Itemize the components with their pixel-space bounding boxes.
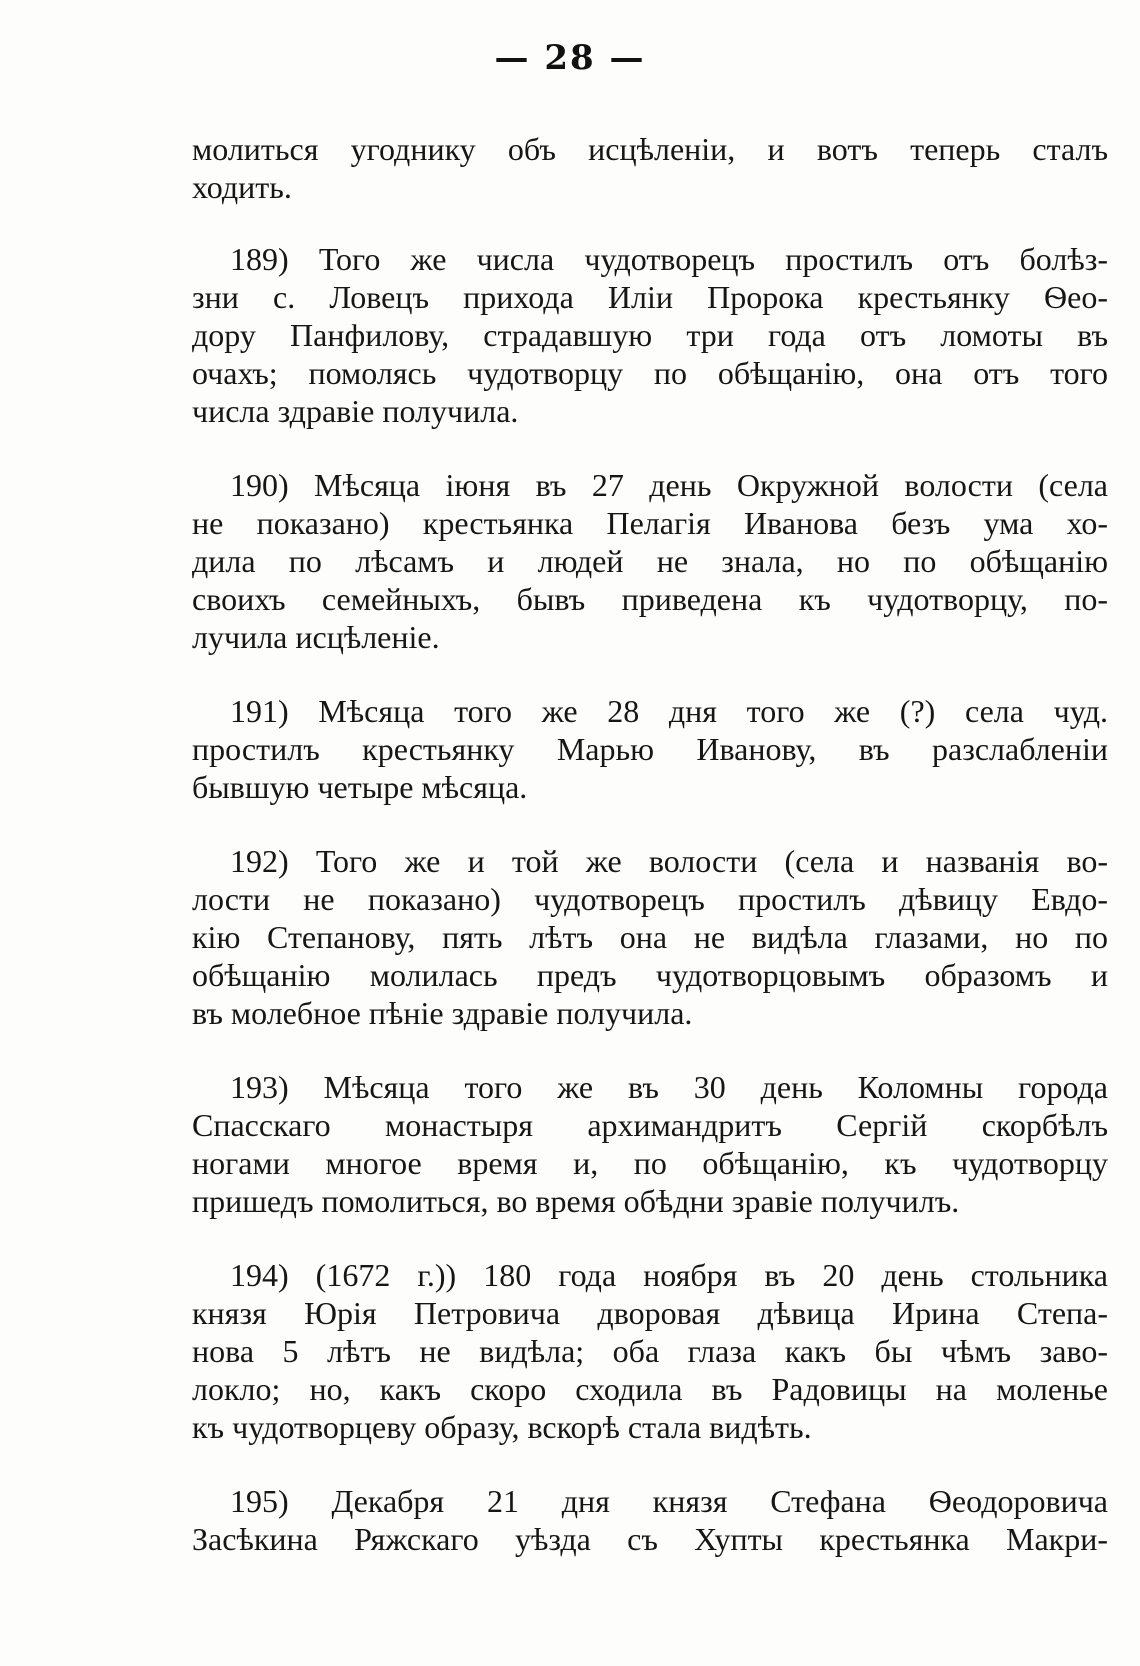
- text-line: дору Панфилову, страдавшую три года отъ ломоты въ: [192, 317, 1108, 353]
- text-line: 195) Декабря 21 дня князя Стефана Ѳеодоровича: [230, 1483, 1108, 1519]
- text-line: князя Юрія Петровича дворовая дѣвица Ирина Степа-: [192, 1295, 1108, 1331]
- text-line: своихъ семейныхъ, бывъ приведена къ чудотворцу, по-: [192, 581, 1108, 617]
- paragraph-192: [192, 842, 1108, 1032]
- paragraph-195: [192, 1482, 1108, 1558]
- paragraph-193: [192, 1068, 1108, 1220]
- text-line: лучила исцѣленіе.: [192, 619, 440, 655]
- text-line: числа здравіе получила.: [192, 393, 519, 429]
- text-line: простилъ крестьянку Марью Иванову, въ разслабленіи: [192, 731, 1108, 767]
- text-line: ходить.: [192, 169, 292, 205]
- text-line: молиться угоднику объ исцѣленіи, и вотъ теперь сталъ: [192, 131, 1108, 167]
- text-line: не показано) крестьянка Пелагія Иванова безъ ума хо-: [192, 505, 1108, 541]
- paragraph-194: [192, 1256, 1108, 1446]
- text-line: 189) Того же числа чудотворецъ простилъ отъ болѣз-: [230, 241, 1108, 277]
- text-body: [192, 130, 1108, 1594]
- text-line: очахъ; помолясь чудотворцу по обѣщанію, она отъ того: [192, 355, 1108, 391]
- text-line: Засѣкина Ряжскаго уѣзда съ Хупты крестьянка Макри-: [192, 1521, 1108, 1557]
- text-line: дила по лѣсамъ и людей не знала, но по обѣщанію: [192, 543, 1108, 579]
- page-number: — 28 —: [494, 38, 646, 78]
- text-line: зни с. Ловецъ прихода Иліи Пророка крестьянку Ѳео-: [192, 279, 1108, 315]
- text-line: Спасскаго монастыря архимандритъ Сергій скорбѣлъ: [192, 1107, 1108, 1143]
- text-line: 193) Мѣсяца того же въ 30 день Коломны города: [230, 1069, 1108, 1105]
- text-line: ногами многое время и, по обѣщанію, къ чудотворцу: [192, 1145, 1108, 1181]
- text-line: локло; но, какъ скоро сходила въ Радовицы на моленье: [192, 1371, 1108, 1407]
- text-line: въ молебное пѣніе здравіе получила.: [192, 995, 693, 1031]
- text-line: къ чудотворцеву образу, вскорѣ стала видѣть.: [192, 1409, 812, 1445]
- text-line: пришедъ помолиться, во время обѣдни зравіе получилъ.: [192, 1183, 960, 1219]
- paragraph-continuation: [192, 130, 1108, 206]
- text-line: 191) Мѣсяца того же 28 дня того же (?) села чуд.: [230, 693, 1108, 729]
- paragraph-190: [192, 466, 1108, 656]
- text-line: 190) Мѣсяца іюня въ 27 день Окружной волости (села: [230, 467, 1108, 503]
- paragraph-189: [192, 240, 1108, 430]
- text-line: бывшую четыре мѣсяца.: [192, 769, 528, 805]
- paragraph-191: [192, 692, 1108, 806]
- text-line: кію Степанову, пять лѣтъ она не видѣла глазами, но по: [192, 919, 1108, 955]
- text-line: 192) Того же и той же волости (села и названія во-: [230, 843, 1108, 879]
- text-line: лости не показано) чудотворецъ простилъ дѣвицу Евдо-: [192, 881, 1108, 917]
- text-line: 194) (1672 г.)) 180 года ноября въ 20 день стольника: [230, 1257, 1108, 1293]
- text-line: обѣщанію молилась предъ чудотворцовымъ образомъ и: [192, 957, 1108, 993]
- text-line: нова 5 лѣтъ не видѣла; оба глаза какъ бы чѣмъ заво-: [192, 1333, 1108, 1369]
